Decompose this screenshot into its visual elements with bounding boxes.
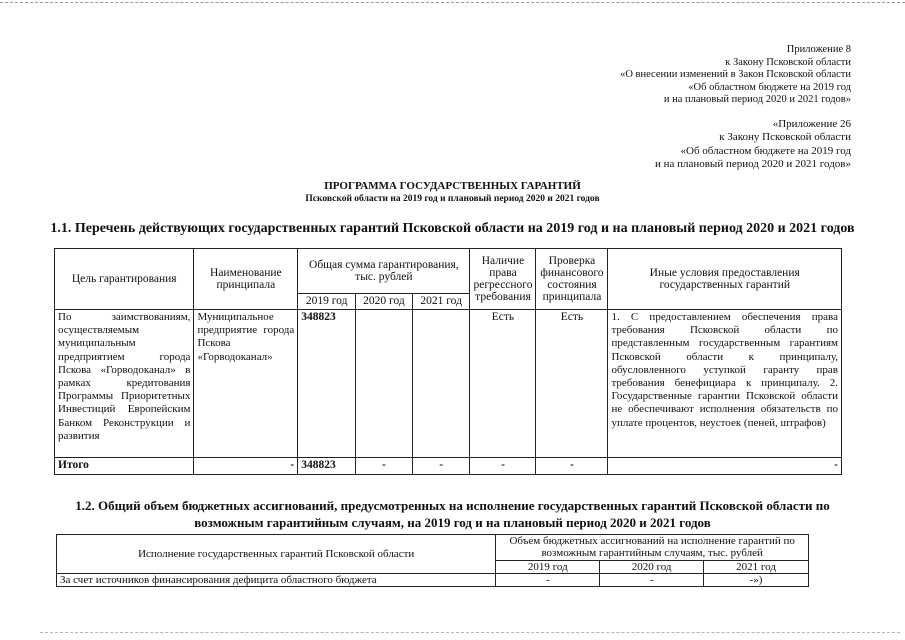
total-principal: -: [194, 458, 298, 475]
appendix-8-line: «О внесении изменений в Закон Псковской области: [620, 69, 851, 81]
total-label: Итого: [55, 458, 194, 475]
header-execution: Исполнение государственных гарантий Псковской области: [57, 535, 496, 574]
appendix-8-line: Приложение 8: [786, 44, 851, 55]
cell-principal: Муниципальное предприятие города Пскова «Горводоканал»: [194, 310, 298, 458]
appendix-26-line: к Закону Псковской области: [719, 131, 851, 144]
header-2021: 2021 год: [704, 561, 809, 574]
appendix-26-note: [655, 118, 851, 172]
header-2019: 2019 год: [298, 294, 356, 310]
guarantees-table: [54, 248, 842, 475]
header-principal: Наименование принципала: [194, 249, 298, 310]
header-regress-right: Наличие права регрессного требования: [470, 249, 536, 310]
appendix-26-line: «Приложение 26: [772, 118, 851, 130]
header-2020: 2020 год: [600, 561, 704, 574]
appendix-26-line: и на плановый период 2020 и 2021 годов»: [654, 158, 851, 171]
table-row: [55, 310, 842, 458]
appendix-26-line: «Об областном бюджете на 2019 год: [680, 144, 851, 157]
cell-2021: [412, 310, 470, 458]
cell-purpose: По заимствованиям, осуществляемым муниципальным предприятием города Пскова «Горводоканал» в рамках кредитования Программы Приоритетных Инвестиций Европейским Банком Реконструкции и развития: [55, 310, 194, 458]
header-other-conditions: Иные условия предоставления государственных гарантий: [608, 249, 842, 310]
total-check: -: [536, 458, 608, 475]
appendix-8-line: «Об областном бюджете на 2019 год: [688, 81, 851, 93]
allocations-table: [56, 534, 809, 587]
section-2-title-line: 1.2. Общий объем бюджетных ассигнований, предусмотренных на исполнение государственных гарантий Псковской области по: [75, 498, 830, 513]
appendix-8-note: [620, 44, 851, 107]
header-purpose: Цель гарантирования: [55, 249, 194, 310]
total-2021: -: [412, 458, 470, 475]
table-row-total: [55, 458, 842, 475]
total-regress: -: [470, 458, 536, 475]
scan-edge-top: [0, 2, 905, 3]
cell-check: Есть: [536, 310, 608, 458]
section-2-title: [0, 497, 905, 531]
header-2020: 2020 год: [356, 294, 413, 310]
cell-regress: Есть: [470, 310, 536, 458]
header-financial-check: Проверка финансового состояния принципала: [536, 249, 608, 310]
total-2019: 348823: [298, 458, 356, 475]
appendix-8-line: к Закону Псковской области: [725, 56, 851, 68]
section-2-title-line: возможным гарантийным случаям, на 2019 год и на плановый период 2020 и 2021 годов: [194, 515, 711, 530]
total-2020: -: [356, 458, 413, 475]
cell-2020: -: [600, 574, 704, 587]
header-2021: 2021 год: [412, 294, 470, 310]
total-other: -: [608, 458, 842, 475]
section-1-title: 1.1. Перечень действующих государственных гарантий Псковской области на 2019 год и на плановый период 2020 и 2021 годов: [50, 221, 855, 236]
header-volume: Объем бюджетных ассигнований на исполнение гарантий по возможным гарантийным случаям, тыс. рублей: [496, 535, 809, 561]
cell-2021: -»): [704, 574, 809, 587]
header-total-amount: Общая сумма гарантирования, тыс. рублей: [298, 249, 470, 294]
cell-2019: -: [496, 574, 600, 587]
scan-edge-bottom: [40, 632, 900, 633]
program-title: ПРОГРАММА ГОСУДАРСТВЕННЫХ ГАРАНТИЙ: [324, 180, 581, 192]
cell-2020: [356, 310, 413, 458]
header-2019: 2019 год: [496, 561, 600, 574]
program-subtitle: Псковской области на 2019 год и плановый период 2020 и 2021 годов: [305, 194, 600, 204]
cell-source: За счет источников финансирования дефицита областного бюджета: [57, 574, 496, 587]
cell-other-conditions: 1. С предоставлением обеспечения права требования Псковской области по представленным государственным гарантиям Псковской области к принципалу, обусловленного уступкой гаранту прав требования бенефициара к принципалу. 2. Государственные гарантии Псковской области не обеспечивают исполнения обязательств по уплате процентов, неустоек (пеней, штрафов): [608, 310, 842, 458]
cell-2019: 348823: [298, 310, 356, 458]
table-row: [57, 574, 809, 587]
appendix-8-line: и на плановый период 2020 и 2021 годов»: [663, 94, 851, 106]
